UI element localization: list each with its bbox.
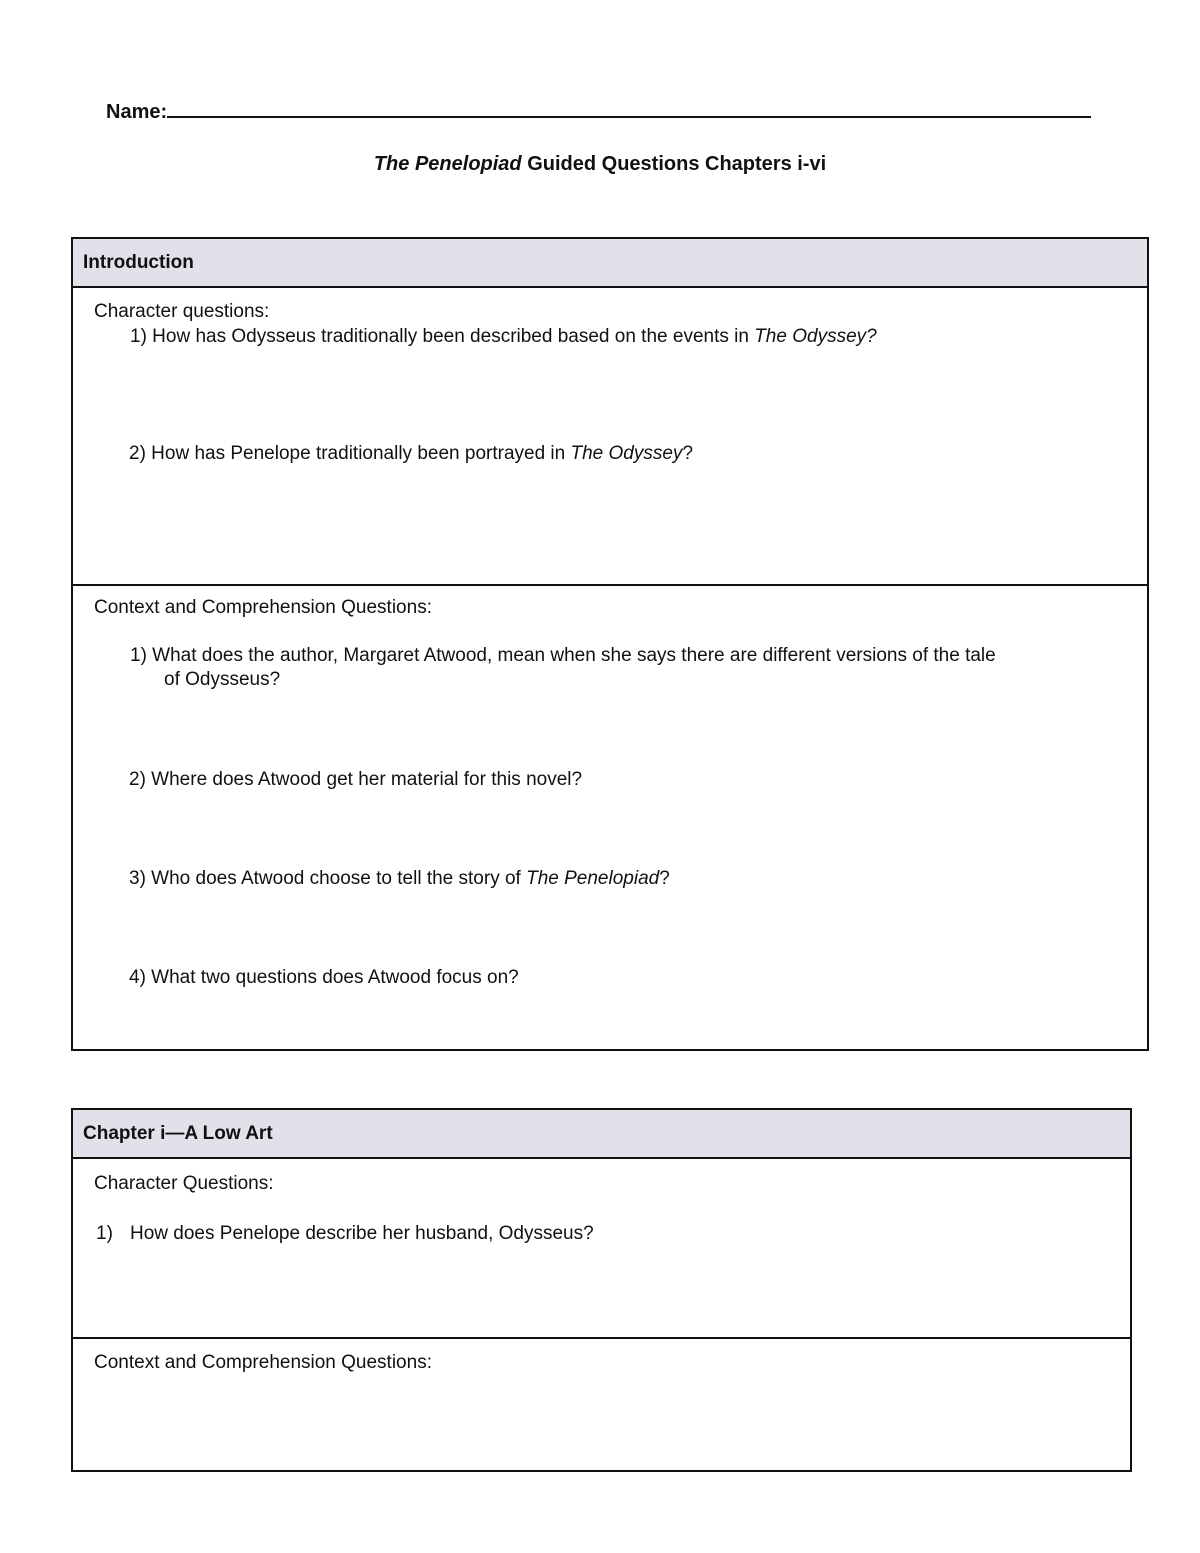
name-label: Name:: [106, 101, 168, 123]
chapter-1-section: [71, 1108, 1132, 1472]
intro-character-label: Character questions:: [94, 301, 270, 322]
intro-context-q1-cont: of Odysseus?: [164, 669, 281, 690]
intro-character-q1: 1) How has Odysseus traditionally been described based on the events in The Odyssey?: [130, 326, 877, 347]
ch1-character-label: Character Questions:: [94, 1173, 274, 1194]
intro-context-q3: 3) Who does Atwood choose to tell the story of The Penelopiad?: [129, 868, 670, 889]
intro-character-questions: [73, 288, 1147, 584]
intro-context-q1: 1) What does the author, Margaret Atwood, mean when she says there are different versions of the tale: [130, 645, 996, 666]
ch1-character-questions: [73, 1159, 1130, 1337]
intro-context-q4: 4) What two questions does Atwood focus on?: [129, 967, 519, 988]
title-rest: Guided Questions Chapters i-vi: [521, 153, 827, 175]
ch1-context-questions: [73, 1337, 1130, 1470]
intro-context-questions: [73, 584, 1147, 1049]
page-title: [0, 153, 1200, 176]
title-book-name: The Penelopiad: [373, 153, 522, 175]
ch1-character-q1-number: 1): [96, 1223, 113, 1244]
intro-context-q2: 2) Where does Atwood get her material for this novel?: [129, 769, 583, 790]
intro-context-label: Context and Comprehension Questions:: [94, 597, 432, 618]
introduction-heading: Introduction: [73, 239, 1147, 288]
ch1-context-label: Context and Comprehension Questions:: [94, 1352, 432, 1373]
ch1-character-q1: How does Penelope describe her husband, Odysseus?: [130, 1223, 594, 1244]
name-blank-line[interactable]: [167, 98, 1091, 118]
chapter-1-heading: Chapter i—A Low Art: [73, 1110, 1130, 1159]
intro-character-q2: 2) How has Penelope traditionally been portrayed in The Odyssey?: [129, 443, 694, 464]
introduction-section: [71, 237, 1149, 1051]
name-field: [106, 98, 1091, 124]
